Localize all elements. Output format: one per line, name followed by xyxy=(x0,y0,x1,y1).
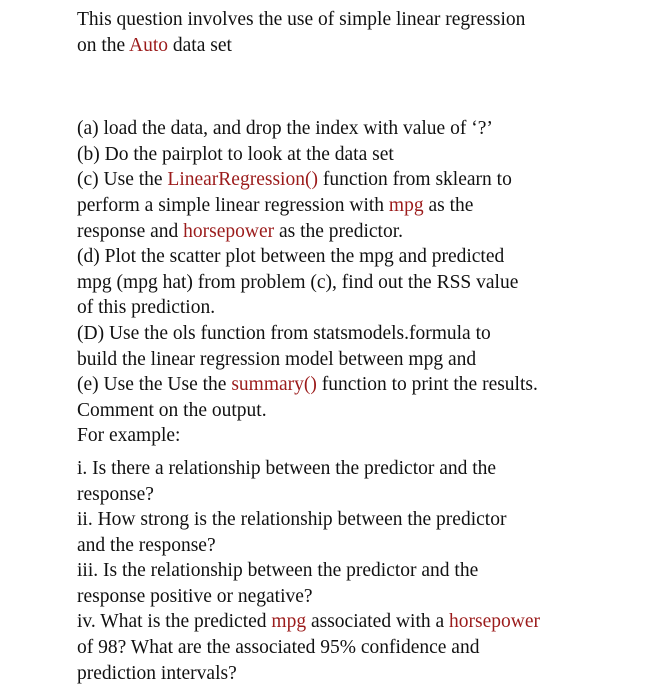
spacer xyxy=(77,109,637,116)
intro-prefix: on the xyxy=(77,34,129,56)
intro-line-1: This question involves the use of simple linear regression xyxy=(77,9,526,30)
item-c-line2-suffix: as the xyxy=(423,194,474,216)
question-iv-prefix: iv. What is the predicted xyxy=(77,611,272,633)
question-iv-line-2: of 98? What are the associated 95% confidence and xyxy=(77,637,480,659)
question-iii-line-2: response positive or negative? xyxy=(77,585,313,607)
item-c-line-3 xyxy=(77,219,637,245)
intro-suffix: data set xyxy=(168,34,232,56)
item-a: (a) load the data, and drop the index with value of ‘?’ xyxy=(77,118,493,140)
question-ii-line-2: and the response? xyxy=(77,534,216,556)
mpg-term: mpg xyxy=(271,611,307,633)
question-i-line-1: i. Is there a relationship between the predictor and the xyxy=(77,457,497,479)
item-d-line-3: of this prediction. xyxy=(77,297,216,319)
question-iv-line-1 xyxy=(77,609,637,635)
item-c-line-1 xyxy=(77,167,637,193)
item-D-line-2: build the linear regression model between mpg and xyxy=(77,348,477,370)
item-c-prefix: (c) Use the xyxy=(77,169,168,191)
blurred-region xyxy=(77,58,637,109)
item-e-line-1 xyxy=(77,372,637,398)
item-d-line-1: (d) Plot the scatter plot between the mpg and predicted xyxy=(77,246,505,268)
item-c-line2-prefix: perform a simple linear regression with xyxy=(77,194,389,216)
summary-func: summary() xyxy=(231,374,317,396)
for-example-label: For example: xyxy=(77,425,181,447)
document-body xyxy=(77,7,637,686)
item-D-line-1: (D) Use the ols function from statsmodels.formula to xyxy=(77,322,491,344)
question-iv-line-3: prediction intervals? xyxy=(77,662,237,684)
auto-dataset-term: Auto xyxy=(129,34,168,56)
linear-regression-func: LinearRegression() xyxy=(167,169,318,191)
item-e-line-2: Comment on the output. xyxy=(77,399,267,421)
item-d-line-2: mpg (mpg hat) from problem (c), find out the RSS value xyxy=(77,271,519,293)
item-e-prefix: (e) Use the Use the xyxy=(77,374,232,396)
question-ii-line-1: ii. How strong is the relationship between the predictor xyxy=(77,509,507,531)
intro-line-2 xyxy=(77,33,637,59)
item-c-line3-prefix: response and xyxy=(77,220,184,242)
question-i-line-2: response? xyxy=(77,483,154,505)
question-iii-line-1: iii. Is the relationship between the predictor and the xyxy=(77,560,479,582)
horsepower-term: horsepower xyxy=(183,220,275,242)
mpg-term: mpg xyxy=(388,194,424,216)
question-iv-mid: associated with a xyxy=(306,611,450,633)
spacer xyxy=(77,449,637,456)
item-c-line-2 xyxy=(77,193,637,219)
item-e-suffix: function to print the results. xyxy=(316,374,538,396)
horsepower-term: horsepower xyxy=(449,611,541,633)
item-c-suffix: function from sklearn to xyxy=(317,169,512,191)
item-c-line3-suffix: as the predictor. xyxy=(274,220,403,242)
item-b: (b) Do the pairplot to look at the data set xyxy=(77,143,394,165)
